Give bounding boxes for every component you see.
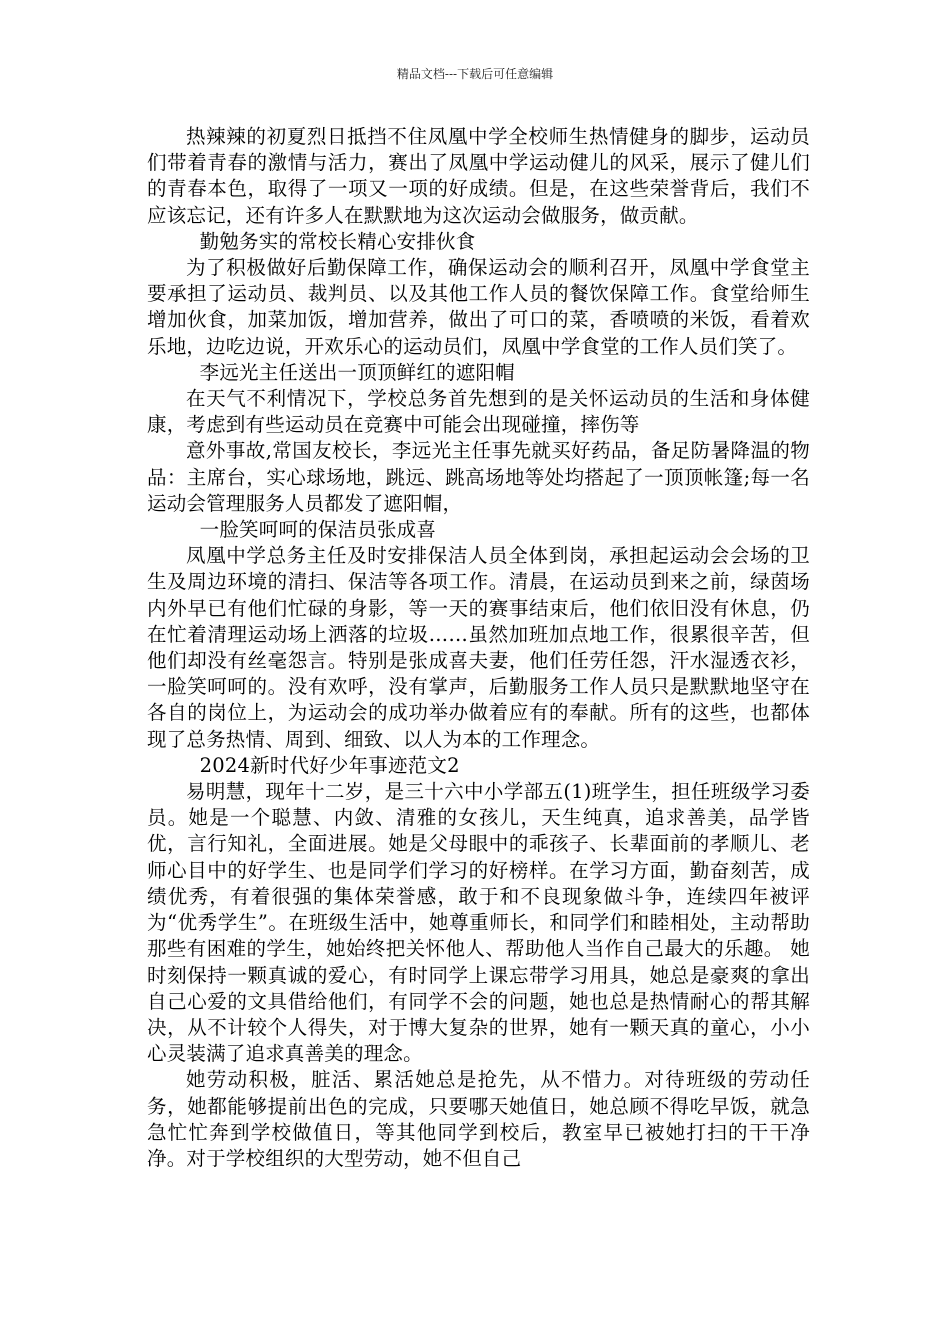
paragraph: 易明慧，现年十二岁，是三十六中小学部五(1)班学生，担任班级学习委员。她是一个聪慧、内敛、清雅的女孩儿，天生纯真，追求善美，品学皆优，言行知礼，全面进展。她是父母眼中的乖孩子、长辈面前的孝顺儿、老师心目中的好学生、也是同学们学习的好榜样。在学习方面，勤奋刻苦，成绩优秀，有着很强的集体荣誉感，敢于和不良现象做斗争，连续四年被评为“优秀学生”。在班级生活中，她尊重师长，和同学们和睦相处，主动帮助那些有困难的学生，她始终把关怀他人、帮助他人当作自己最大的乐趣。 她时刻保持一颗真诚的爱心，有时同学上课忘带学习用具，她总是豪爽的拿出自己心爱的文具借给他们，有同学不会的问题，她也总是热情耐心的帮其解决，从不计较个人得失，对于博大复杂的世界，她有一颗天真的童心，小小心灵装满了追求真善美的理念。 <box>147 780 810 1066</box>
paragraph: 凤凰中学总务主任及时安排保洁人员全体到岗，承担起运动会会场的卫生及周边环境的清扫、保洁等各项工作。清晨，在运动员到来之前，绿茵场内外早已有他们忙碌的身影，等一天的赛事结束后，他们依旧没有休息，仍在忙着清理运动场上洒落的垃圾……虽然加班加点地工作，很累很辛苦，但他们却没有丝毫怨言。特别是张成喜夫妻，他们任劳任怨，汗水湿透衣衫，一脸笑呵呵的。没有欢呼，没有掌声，后勤服务工作人员只是默默地坚守在各自的岗位上，为运动会的成功举办做着应有的奉献。所有的这些，也都体现了总务热情、周到、细致、以人为本的工作理念。 <box>147 544 810 751</box>
paragraph: 她劳动积极，脏活、累活她总是抢先，从不惜力。对待班级的劳动任务，她都能够提前出色的完成，只要哪天她值日，她总顾不得吃早饭，就急急忙忙奔到学校做值日，等其他同学到校后，教室早已被她打扫的干干净净。对于学校组织的大型劳动，她不但自己 <box>147 1068 810 1170</box>
document-body <box>147 124 810 1172</box>
paragraph: 热辣辣的初夏烈日抵挡不住凤凰中学全校师生热情健身的脚步，运动员们带着青春的激情与活力，赛出了凤凰中学运动健儿的风采，展示了健儿们的青春本色，取得了一项又一项的好成绩。但是，在这些荣誉背后，我们不应该忘记，还有许多人在默默地为这次运动会做服务，做贡献。 <box>147 125 810 227</box>
section-heading: 2024新时代好少年事迹范文2 <box>199 753 460 777</box>
section-heading: 一脸笑呵呵的保洁员张成喜 <box>199 518 437 542</box>
paragraph: 意外事故,常国友校长，李远光主任事先就买好药品，备足防暑降温的物品：主席台，实心球场地，跳远、跳高场地等处均搭起了一顶顶帐篷;每一名运动会管理服务人员都发了遮阳帽， <box>147 439 810 515</box>
page-header: 精品文档---下载后可任意编辑 <box>396 67 554 81</box>
paragraph: 在天气不利情况下，学校总务首先想到的是关怀运动员的生活和身体健康，考虑到有些运动员在竞赛中可能会出现碰撞，摔伤等 <box>147 387 810 437</box>
paragraph: 为了积极做好后勤保障工作，确保运动会的顺利召开，凤凰中学食堂主要承担了运动员、裁判员、以及其他工作人员的餐饮保障工作。食堂给师生增加伙食，加菜加饭，增加营养，做出了可口的菜，香喷喷的米饭，看着欢乐地，边吃边说，开欢乐心的运动员们，凤凰中学食堂的工作人员们笑了。 <box>147 256 810 358</box>
section-heading: 勤勉务实的常校长精心安排伙食 <box>199 229 476 253</box>
section-heading: 李远光主任送出一顶顶鲜红的遮阳帽 <box>199 360 515 384</box>
